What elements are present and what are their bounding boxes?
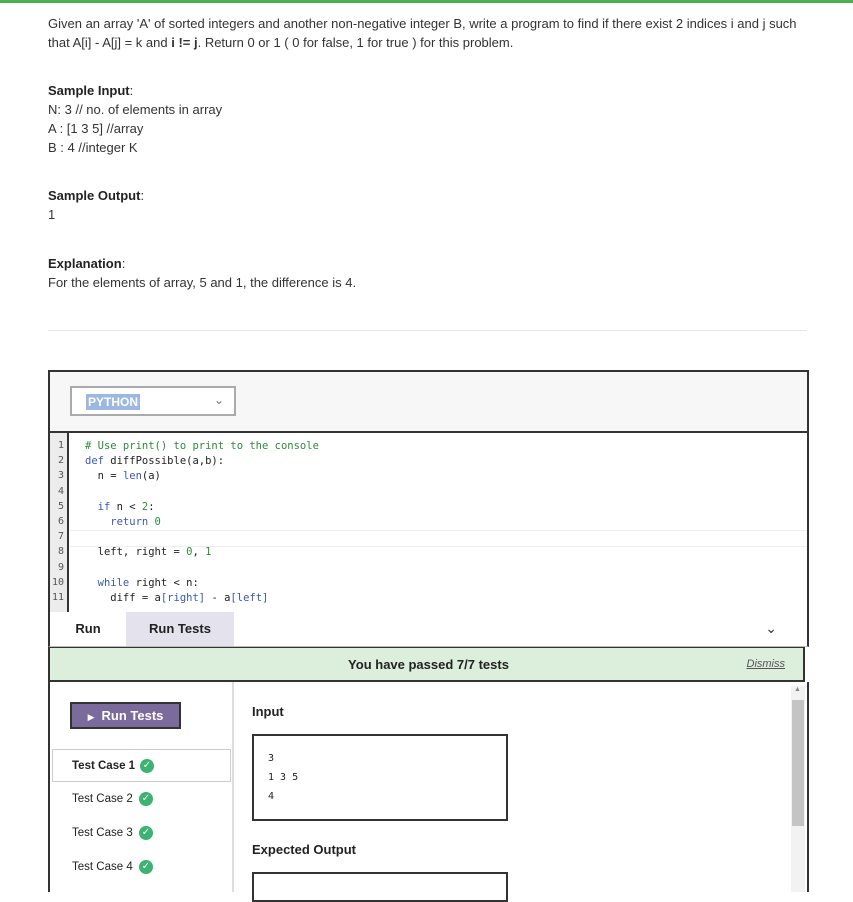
- check-icon: ✓: [139, 792, 153, 806]
- run-tabs: [48, 612, 809, 647]
- line-number: 4: [57, 486, 64, 497]
- line-number: 9: [57, 562, 64, 573]
- test-case-list: [50, 682, 234, 892]
- tab-run[interactable]: Run: [75, 621, 101, 636]
- check-icon: ✓: [140, 759, 154, 773]
- explanation-section: Explanation: For the elements of array, 5 and 1, the difference is 4.: [48, 256, 357, 290]
- test-panel: [48, 682, 809, 892]
- top-accent-bar: [0, 0, 853, 3]
- explanation-text: For the elements of array, 5 and 1, the difference is 4.: [48, 275, 357, 290]
- code-line: while right < n:: [85, 577, 199, 589]
- check-icon: ✓: [139, 826, 153, 840]
- input-line: 3: [268, 753, 275, 764]
- code-line: # Use print() to print to the console: [85, 440, 319, 452]
- test-case-item[interactable]: [50, 817, 232, 850]
- test-case-label: Test Case 1: [72, 760, 136, 772]
- check-icon: ✓: [139, 860, 153, 874]
- test-case-item[interactable]: [50, 783, 232, 816]
- code-line: diff = a[right] - a[left]: [85, 592, 269, 604]
- divider: [48, 330, 807, 331]
- explanation-heading: Explanation: [48, 256, 122, 271]
- statement-bold: i != j: [171, 35, 198, 50]
- line-number: 6: [57, 516, 64, 527]
- code-line: return 0: [85, 516, 161, 528]
- result-banner: [48, 647, 805, 682]
- input-label: Input: [252, 704, 284, 719]
- play-icon: ▶: [87, 712, 95, 722]
- dismiss-link[interactable]: Dismiss: [746, 658, 785, 670]
- line-number: 2: [57, 455, 64, 466]
- line-number-gutter: [50, 433, 69, 613]
- statement-text: Given an array 'A' of sorted integers and another non-negative integer B, write a program to find if there exist 2 indices i and j such that A[i] - A[j] = k and: [48, 16, 797, 50]
- line-number: 3: [57, 470, 64, 481]
- code-line: if n < 2:: [85, 501, 155, 513]
- line-number: 10: [51, 577, 64, 588]
- expected-output-box: [252, 872, 508, 902]
- statement-text-end: . Return 0 or 1 ( 0 for false, 1 for true ) for this problem.: [197, 35, 514, 50]
- sample-input-line: N: 3 // no. of elements in array: [48, 102, 223, 117]
- line-number: 11: [51, 592, 64, 603]
- sample-output-section: Sample Output: 1: [48, 188, 145, 222]
- sample-input-line: B : 4 //integer K: [48, 140, 138, 155]
- code-line: n = len(a): [85, 470, 161, 482]
- input-line: 1 3 5: [268, 772, 299, 783]
- line-number: 5: [57, 501, 64, 512]
- current-line-highlight: [69, 530, 807, 547]
- code-line: def diffPossible(a,b):: [85, 455, 225, 467]
- sample-output-value: 1: [48, 207, 56, 222]
- sample-output-heading: Sample Output: [48, 188, 141, 203]
- scrollbar[interactable]: [791, 686, 805, 892]
- test-case-item[interactable]: [50, 851, 232, 884]
- line-number: 7: [57, 531, 64, 542]
- run-tests-label: Run Tests: [101, 708, 164, 723]
- expected-output-label: Expected Output: [252, 842, 357, 857]
- code-area[interactable]: [50, 433, 807, 613]
- chevron-down-icon: ⌄: [213, 393, 224, 407]
- language-bar: [50, 372, 807, 433]
- test-case-label: Test Case 4: [72, 861, 133, 873]
- test-case-item[interactable]: [52, 749, 231, 782]
- input-box: [252, 734, 508, 821]
- language-select[interactable]: [70, 386, 236, 416]
- problem-statement: [48, 14, 818, 52]
- test-case-label: Test Case 3: [72, 827, 133, 839]
- language-value: PYTHON: [88, 395, 139, 409]
- run-tests-button[interactable]: [70, 702, 181, 729]
- scrollbar-thumb[interactable]: [792, 700, 804, 826]
- collapse-chevron-icon[interactable]: ⌄: [765, 620, 777, 636]
- tab-run-tests[interactable]: Run Tests: [126, 612, 234, 646]
- sample-input-heading: Sample Input: [48, 83, 130, 98]
- sample-input-line: A : [1 3 5] //array: [48, 121, 144, 136]
- test-detail: [234, 682, 805, 892]
- scroll-up-icon[interactable]: ▲: [794, 686, 801, 693]
- code-line: left, right = 0, 1: [85, 546, 212, 558]
- result-message: You have passed 7/7 tests: [348, 657, 509, 672]
- code-editor: [48, 370, 809, 615]
- line-number: 1: [57, 440, 64, 451]
- sample-input-section: Sample Input: N: 3 // no. of elements in array A : [1 3 5] //array B : 4 //integer K: [48, 83, 223, 155]
- test-case-label: Test Case 2: [72, 793, 133, 805]
- input-line: 4: [268, 791, 275, 802]
- line-number: 8: [57, 546, 64, 557]
